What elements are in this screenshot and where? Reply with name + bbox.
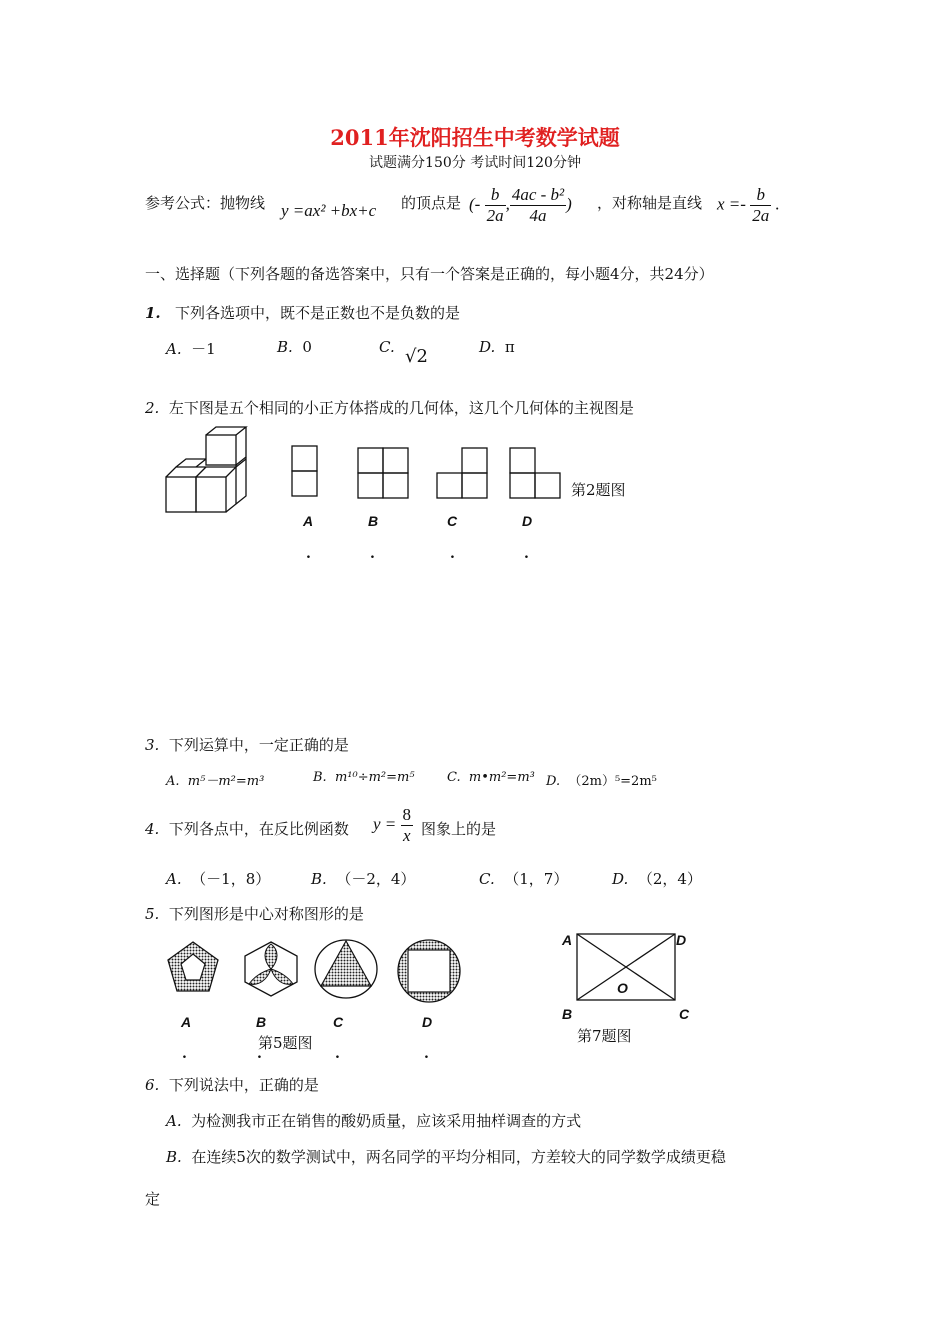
q5-dot-c: . — [335, 1046, 340, 1062]
q5-label-d: D — [422, 1014, 433, 1030]
question-number: 6. — [145, 1076, 160, 1094]
q1-option-c — [379, 338, 395, 356]
vertex-formula — [469, 185, 572, 226]
question-6 — [145, 1074, 319, 1095]
question-3 — [145, 734, 349, 755]
q2-dot-d: . — [524, 546, 529, 562]
q2-option-b-figure — [357, 447, 411, 499]
vertex-open: (- — [469, 194, 481, 214]
q2-dot-a: . — [306, 546, 311, 562]
q5-dot-d: . — [424, 1046, 429, 1062]
q1-option-a — [166, 338, 216, 359]
q5-option-a-figure — [165, 940, 221, 996]
q5-dot-b: . — [257, 1046, 262, 1062]
option-letter: A. — [166, 340, 182, 358]
q6-option-b-continued: 定 — [145, 1190, 161, 1208]
q5-label-c: C — [333, 1014, 344, 1030]
option-text: m¹⁰÷m²=m⁵ — [334, 770, 415, 785]
option-text: π — [504, 338, 515, 356]
vertex-x-fraction — [485, 185, 506, 226]
func-lhs: y = — [373, 814, 397, 834]
vy-den: 4a — [529, 206, 547, 225]
q4-option-d — [612, 868, 702, 889]
q2-label-a: A — [303, 513, 314, 529]
q5-label-b: B — [256, 1014, 267, 1030]
option-text: 为检测我市正在销售的酸奶质量，应该采用抽样调查的方式 — [191, 1112, 582, 1130]
question-number: 4. — [145, 820, 160, 838]
axis-fraction — [750, 185, 771, 226]
option-letter: C. — [447, 770, 461, 785]
option-text: m•m²=m³ — [468, 770, 535, 785]
fig7-label-c: C — [679, 1006, 690, 1022]
exam-subtitle: 试题满分150分 考试时间120分钟 — [369, 155, 581, 171]
vx-den: 2a — [486, 206, 504, 225]
question-text: 下列运算中，一定正确的是 — [168, 736, 349, 754]
option-text: （－2，4） — [336, 870, 416, 888]
q2-dot-b: . — [370, 546, 375, 562]
question-text: 下列图形是中心对称图形的是 — [168, 905, 364, 923]
q2-label-d: D — [522, 513, 533, 529]
option-text: （2m）⁵=2m⁵ — [568, 774, 657, 789]
q2-option-c-figure — [436, 447, 490, 499]
option-text: 0 — [302, 338, 312, 356]
q6-option-b — [166, 1146, 726, 1167]
question-number: 5. — [145, 905, 160, 923]
func-den: x — [403, 826, 411, 845]
option-letter: C. — [379, 338, 395, 356]
q3-option-c — [447, 770, 535, 785]
question-5 — [145, 903, 364, 924]
ax-den: 2a — [752, 206, 770, 225]
q3-option-b — [313, 770, 415, 785]
q5-dot-a: . — [182, 1046, 187, 1062]
option-letter: D. — [479, 338, 496, 356]
fig7-caption: 第7题图 — [577, 1027, 632, 1045]
question-text: 下列各选项中，既不是正数也不是负数的是 — [174, 304, 460, 322]
question-1 — [145, 302, 460, 323]
axis-lhs: x =- — [717, 194, 746, 214]
q1-option-d — [479, 338, 515, 356]
q1-option-b — [277, 338, 312, 356]
func-num: 8 — [402, 805, 412, 824]
q5-option-c-figure — [313, 938, 379, 1000]
option-text: （－1，8） — [191, 870, 271, 888]
fig7-label-o: O — [617, 980, 628, 996]
q5-option-d-figure — [395, 938, 463, 1004]
q2-option-d-figure — [509, 447, 563, 499]
option-letter: A. — [166, 870, 182, 888]
question-number: 3. — [145, 736, 160, 754]
question-text: 下列说法中，正确的是 — [168, 1076, 319, 1094]
option-letter: B. — [166, 1148, 182, 1166]
q2-cube-figure — [160, 425, 270, 517]
option-text: （1，7） — [504, 870, 569, 888]
ax-num: b — [750, 185, 771, 206]
parabola-formula: y =ax² +bx+c — [281, 201, 377, 220]
option-letter: D. — [612, 870, 629, 888]
vx-num: b — [485, 185, 506, 206]
q4-option-a — [166, 868, 270, 889]
vertex-y-fraction — [510, 185, 566, 226]
q4-option-b — [311, 868, 415, 889]
q2-dot-c: . — [450, 546, 455, 562]
q2-caption: 第2题图 — [571, 481, 626, 499]
axis-text: ，对称轴是直线 — [597, 194, 703, 212]
question-text: 左下图是五个相同的小正方体搭成的几何体，这几个几何体的主视图是 — [168, 399, 634, 417]
vertex-comma: , — [505, 194, 510, 214]
question-4 — [145, 818, 349, 839]
vy-num: 4ac - b² — [511, 185, 565, 204]
q2-label-b: B — [368, 513, 379, 529]
option-letter: B. — [311, 870, 327, 888]
q4-function — [373, 805, 413, 846]
q2-label-c: C — [447, 513, 458, 529]
vertex-close: ) — [566, 194, 572, 214]
option-letter: A. — [166, 1112, 182, 1130]
option-letter: A. — [166, 774, 180, 789]
option-letter: B. — [313, 770, 327, 785]
fig7-label-d: D — [676, 932, 687, 948]
q2-option-a-figure — [291, 445, 319, 497]
option-text: －1 — [191, 340, 216, 358]
func-fraction — [401, 805, 414, 846]
fig7-label-b: B — [562, 1006, 573, 1022]
option-letter: B. — [277, 338, 293, 356]
option-text: m⁵－m²=m³ — [187, 774, 265, 789]
option-letter: C. — [479, 870, 495, 888]
q4-option-c — [479, 868, 568, 889]
q5-label-a: A — [181, 1014, 192, 1030]
option-letter: D. — [546, 774, 561, 789]
question-2 — [145, 397, 634, 418]
exam-title: 2011年沈阳招生中考数学试题 — [330, 125, 620, 150]
question-number: 2. — [145, 399, 160, 417]
q5-caption: 第5题图 — [258, 1034, 313, 1052]
q4-text-b: 图象上的是 — [421, 820, 497, 838]
q1-option-c-text: √2 — [405, 346, 428, 367]
option-text: （2，4） — [637, 870, 702, 888]
q5-option-b-figure — [241, 940, 301, 998]
question-number: 1. — [145, 304, 161, 322]
axis-end: . — [775, 194, 780, 214]
fig7-label-a: A — [562, 932, 573, 948]
section-heading: 一、选择题（下列各题的备选答案中，只有一个答案是正确的，每小题4分，共24分） — [145, 265, 714, 283]
q3-option-a — [166, 770, 264, 789]
question-text: 下列各点中，在反比例函数 — [168, 820, 349, 838]
vertex-text: 的顶点是 — [401, 194, 462, 212]
reference-formula-lead: 参考公式：抛物线 — [145, 194, 266, 212]
q6-option-a — [166, 1110, 581, 1131]
option-text: 在连续5次的数学测试中，两名同学的平均分相同，方差较大的同学数学成绩更稳 — [191, 1148, 726, 1166]
q3-option-d — [546, 770, 657, 789]
axis-formula — [717, 185, 780, 226]
